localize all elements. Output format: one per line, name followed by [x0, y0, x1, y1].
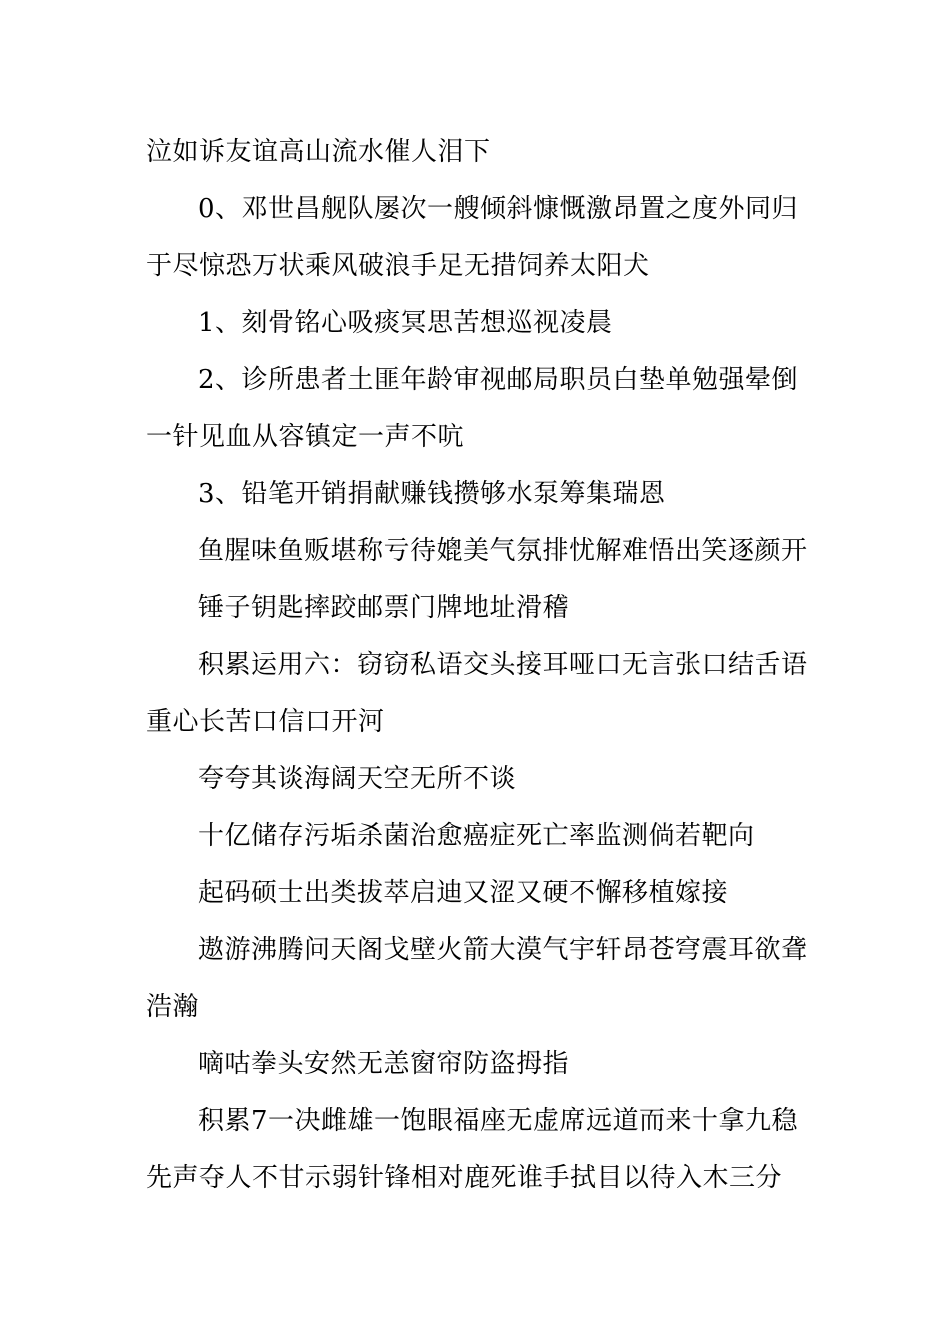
paragraph-10: 十亿储存污垢杀菌治愈癌症死亡率监测倘若靶向: [198, 821, 755, 851]
paragraph-9: 夸夸其谈海阔天空无所不谈: [198, 764, 517, 794]
paragraph-4: 2、诊所患者土匪年龄审视邮局职员白垫单勉强晕倒一针见血从容镇定一声不吭: [146, 365, 799, 452]
document-body: [146, 124, 812, 1207]
paragraph-8: 积累运用六：窃窃私语交头接耳哑口无言张口结舌语重心长苦口信口开河: [146, 650, 808, 737]
paragraph-7: 锤子钥匙摔跤邮票门牌地址滑稽: [198, 593, 570, 623]
paragraph-5: 3、铅笔开销捐献赚钱攒够水泵筹集瑞恩: [198, 479, 666, 509]
paragraph-11: 起码硕士出类拔萃启迪又涩又硬不懈移植嫁接: [198, 878, 729, 908]
paragraph-12: 遨游沸腾问天阁戈壁火箭大漠气宇轩昂苍穹震耳欲聋浩瀚: [146, 935, 808, 1022]
paragraph-6: 鱼腥味鱼贩堪称亏待媲美气氛排忧解难悟出笑逐颜开: [198, 536, 808, 566]
paragraph-2: 0、邓世昌舰队屡次一艘倾斜慷慨激昂置之度外同归于尽惊恐万状乘风破浪手足无措饲养太阳犬: [146, 194, 799, 281]
paragraph-1: 泣如诉友谊高山流水催人泪下: [146, 137, 491, 167]
paragraph-3: 1、刻骨铭心吸痰冥思苦想巡视凌晨: [198, 308, 613, 338]
paragraph-14: 积累7一决雌雄一饱眼福座无虚席远道而来十拿九稳先声夺人不甘示弱针锋相对鹿死谁手拭目以待入木三分: [146, 1106, 799, 1193]
paragraph-13: 嘀咕拳头安然无恙窗帘防盗拇指: [198, 1049, 570, 1079]
